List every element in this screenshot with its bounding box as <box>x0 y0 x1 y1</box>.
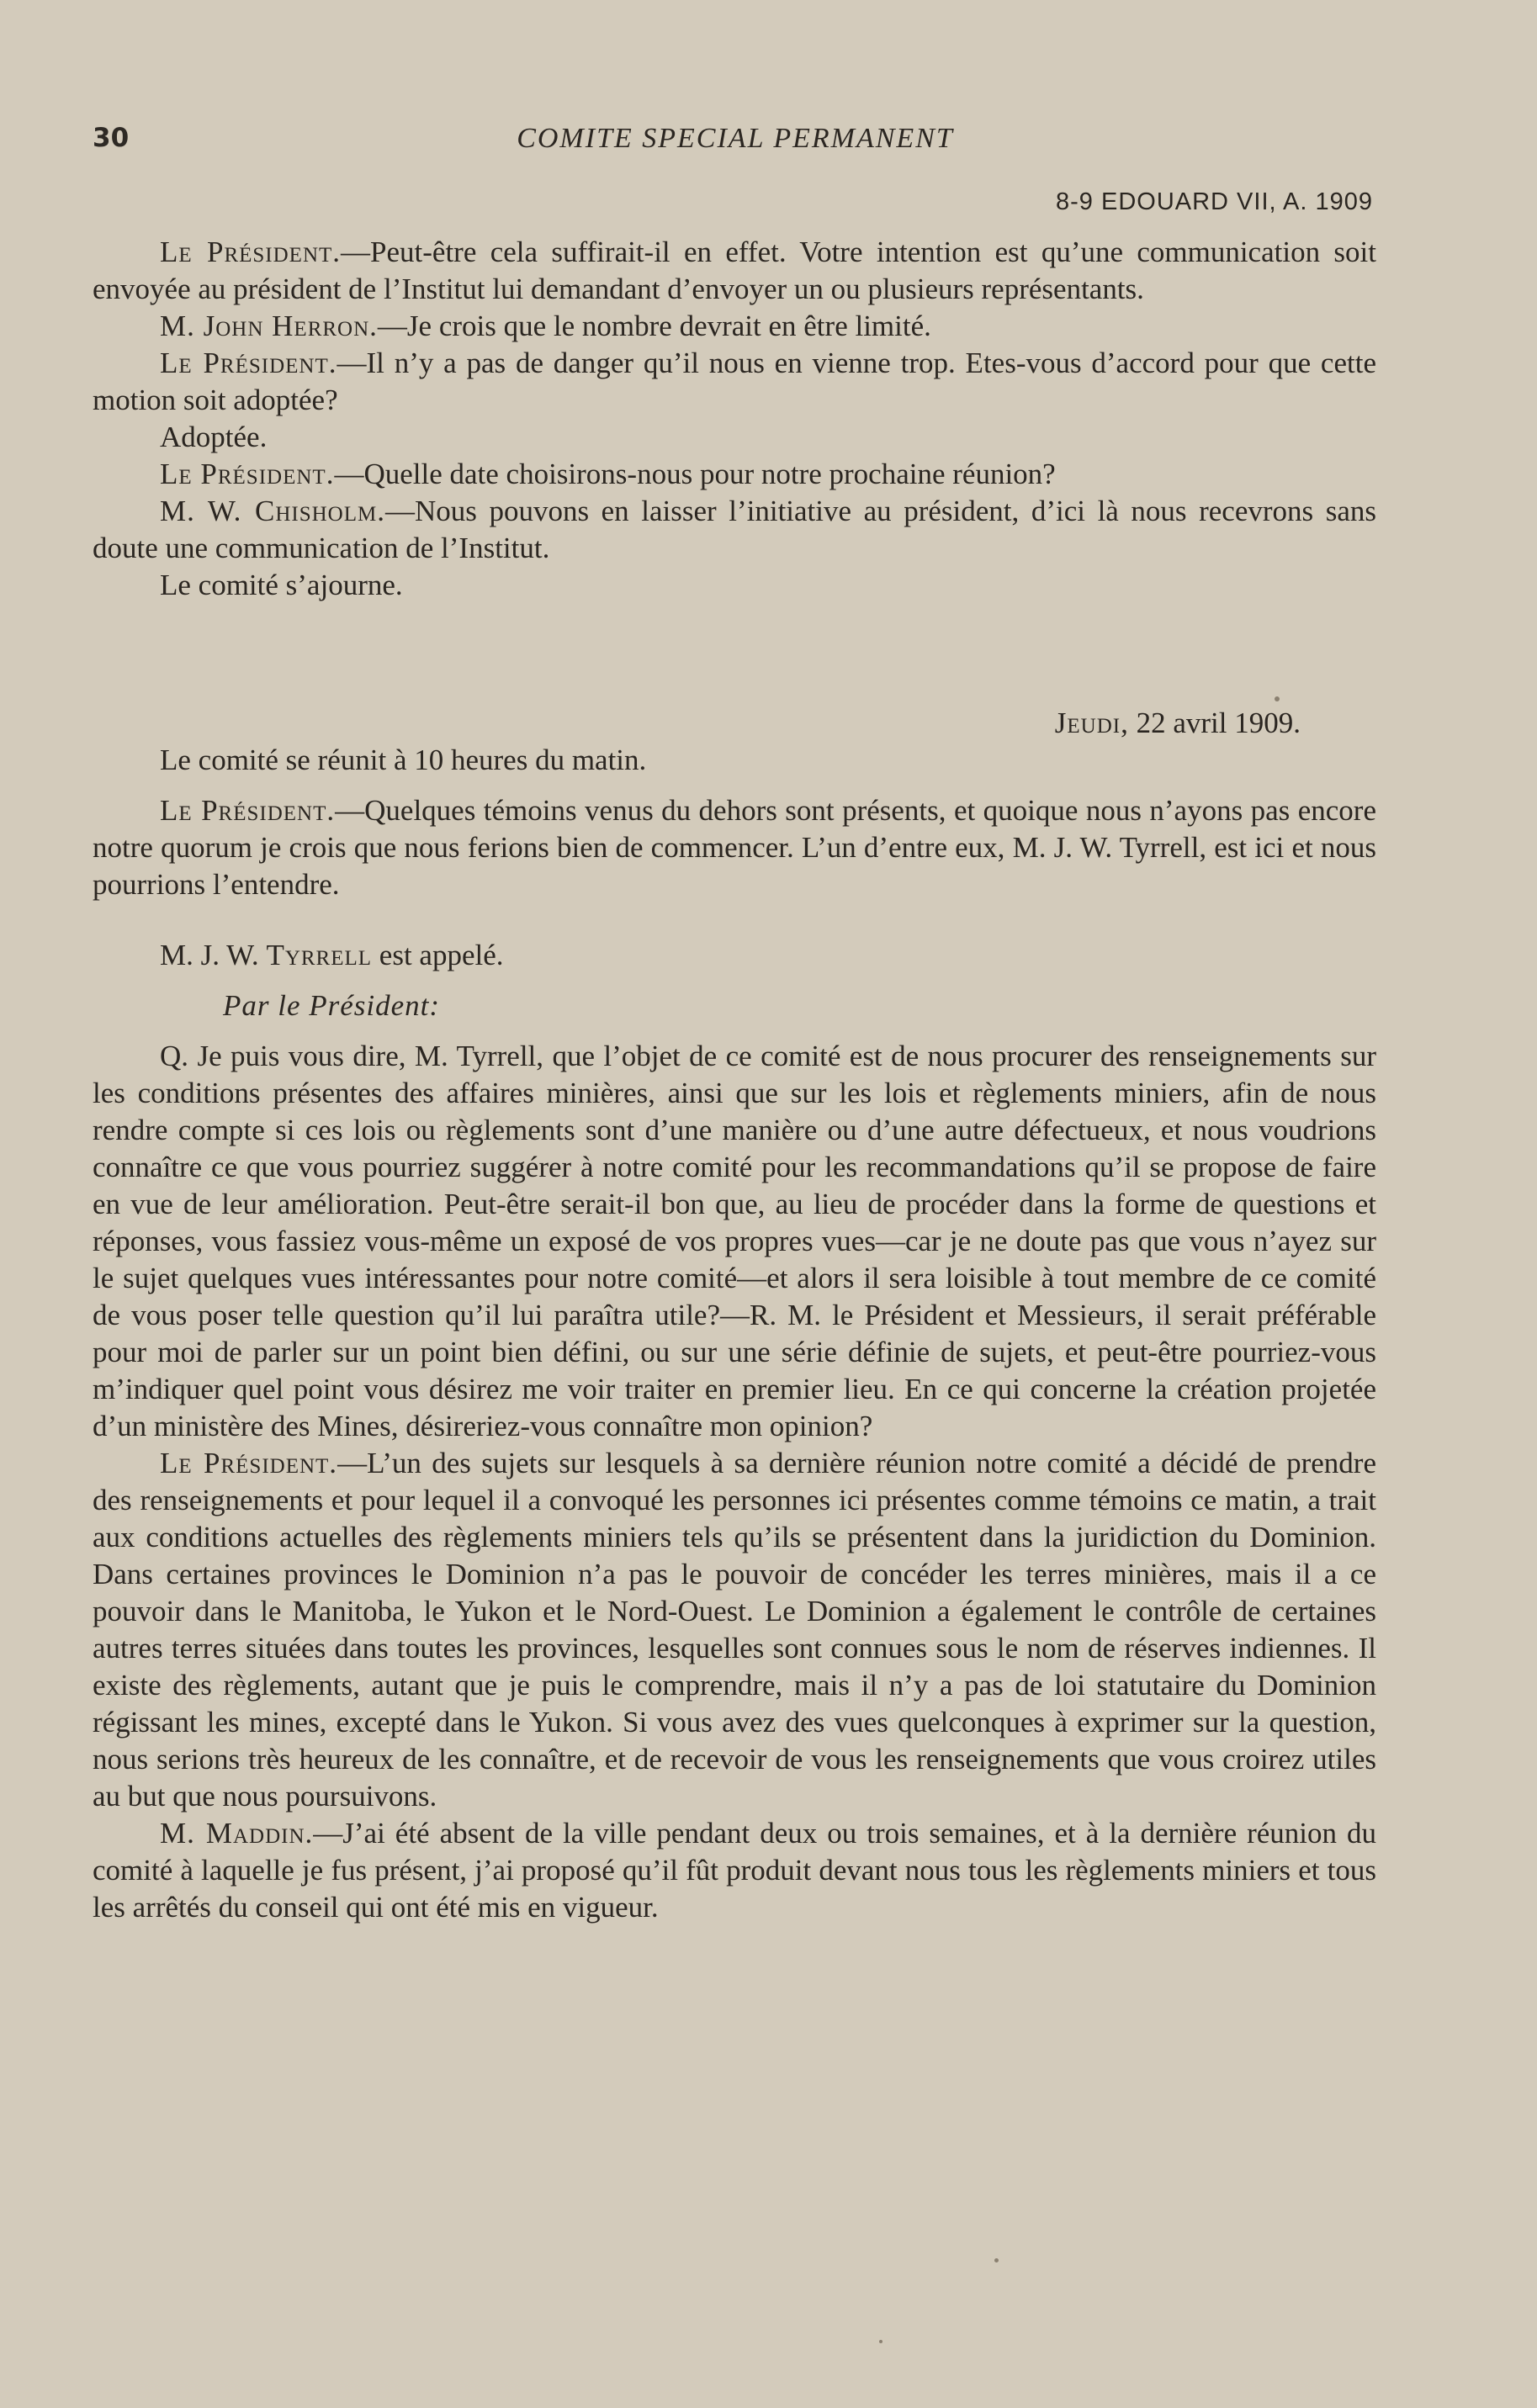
speaker: Le Président. <box>160 1447 338 1479</box>
paragraph-text: Le comité s’ajourne. <box>160 569 403 601</box>
paragraph-text: —Quelques témoins venus du dehors sont présents, et quoique nous n’ayons pas encore notre quorum je crois que nous ferions bien de commencer. L’un d’entre eux, M. J. W. Tyrrell, est ici et nous pourrions l’entendre. <box>93 794 1376 901</box>
paragraph <box>93 1445 1376 1815</box>
paragraph-text: Le comité se réunit à 10 heures du matin. <box>160 744 647 776</box>
paragraph <box>93 234 1376 308</box>
paragraph <box>93 567 1376 604</box>
session-date <box>93 705 1376 742</box>
paper-speck <box>994 2258 999 2262</box>
paragraph <box>93 792 1376 903</box>
session-day: Jeudi, <box>1054 707 1129 739</box>
witness-name: Tyrrell <box>266 939 373 971</box>
paragraph <box>93 308 1376 345</box>
paragraph <box>93 742 1376 779</box>
examiner-heading: Par le Président: <box>223 989 441 1022</box>
speaker: M. John Herron. <box>160 310 378 342</box>
paragraph <box>93 419 1376 456</box>
speaker: M. W. Chisholm. <box>160 495 385 527</box>
page-header <box>93 123 1378 165</box>
paragraph-text: —Je crois que le nombre devrait en être limité. <box>377 310 931 342</box>
paragraph <box>93 456 1376 493</box>
paragraph-text: —Il n’y a pas de danger qu’il nous en vienne trop. Etes-vous d’accord pour que cette motion soit adoptée? <box>93 347 1376 416</box>
speaker: Le Président. <box>160 458 335 490</box>
speaker: Le Président. <box>160 236 342 268</box>
paragraph-text: —Nous pouvons en laisser l’initiative au président, d’ici là nous recevrons sans doute une communication de l’Institut. <box>93 495 1377 564</box>
paragraph-text: —Peut-être cela suffirait-il en effet. Votre intention est qu’une communication soit envoyée au président de l’Institut lui demandant d’envoyer un ou plusieurs représentants. <box>93 236 1376 305</box>
document-body <box>93 234 1376 1926</box>
session-date-text: 22 avril 1909. <box>1128 707 1301 739</box>
paragraph-text: Q. Je puis vous dire, M. Tyrrell, que l’objet de ce comité est de nous procurer des renseignements sur les conditions présentes des affaires minières, ainsi que sur les lois et règlements miniers, afin de nous rendre compte si ces lois ou règlements sont d’une manière ou d’une autre défectueux, et nous voudrions connaître ce que vous pourriez suggérer à notre comité pour les recommandations qu’il se propose de faire en vue de leur amélioration. Peut-être serait-il bon que, au lieu de procéder dans la forme de questions et réponses, vous fassiez vous-même un exposé de vos propres vues—car je ne doute pas que vous n’ayez sur le sujet quelques vues intéressantes pour notre comité—et alors il sera loisible à tout membre de ce comité de vous poser telle question qu’il lui paraîtra utile?—R. M. le Président et Messieurs, il serait préférable pour moi de parler sur un point bien défini, ou sur une série définie de sujets, et peut-être pourriez-vous m’indiquer quel point vous désirez me voir traiter en premier lieu. En ce qui concerne la création projetée d’un ministère des Mines, désireriez-vous connaître mon opinion? <box>93 1040 1376 1442</box>
witness-called: M. J. W. Tyrrell est appelé. <box>160 939 504 971</box>
paragraph <box>93 1038 1376 1445</box>
running-head: COMITE SPECIAL PERMANENT <box>517 123 954 154</box>
page-number: 30 <box>93 123 130 153</box>
paper-speck <box>1275 696 1280 701</box>
speaker: M. Maddin. <box>160 1817 314 1850</box>
paragraph <box>93 1815 1376 1926</box>
paper-speck <box>879 2340 882 2343</box>
paragraph <box>93 493 1376 567</box>
paragraph <box>93 345 1376 419</box>
paragraph-text: —Quelle date choisirons-nous pour notre prochaine réunion? <box>334 458 1056 490</box>
paragraph-text: Adoptée. <box>160 421 268 453</box>
speaker: Le Président. <box>160 794 336 827</box>
paragraph-text: —J’ai été absent de la ville pendant deux ou trois semaines, et à la dernière réunion du comité à laquelle je fus présent, j’ai proposé qu’il fût produit devant nous tous les règlements miniers et tous les arrêtés du conseil qui ont été mis en vigueur. <box>93 1817 1376 1924</box>
regnal-year: 8-9 EDOUARD VII, A. 1909 <box>1056 188 1373 215</box>
paragraph-text: —L’un des sujets sur lesquels à sa dernière réunion notre comité a décidé de prendre des renseignements et pour lequel il a convoqué les personnes ici présentes comme témoins ce matin, a trait aux conditions actuelles des règlements miniers tels qu’ils se présentent dans la juridiction du Dominion. Dans certaines provinces le Dominion n’a pas le pouvoir de concéder les terres minières, mais il a ce pouvoir dans le Manitoba, le Yukon et le Nord-Ouest. Le Dominion a également le contrôle de certaines autres terres situées dans toutes les provinces, lesquelles sont connues sous le nom de réserves indiennes. Il existe des règlements, autant que je puis le comprendre, mais il n’y a pas de loi statutaire du Dominion régissant les mines, excepté dans le Yukon. Si vous avez des vues quelconques à exprimer sur la question, nous serions très heureux de les connaître, et de recevoir de vous les renseignements que vous croirez utiles au but que nous poursuivons. <box>93 1447 1376 1813</box>
speaker: Le Président. <box>160 347 337 379</box>
